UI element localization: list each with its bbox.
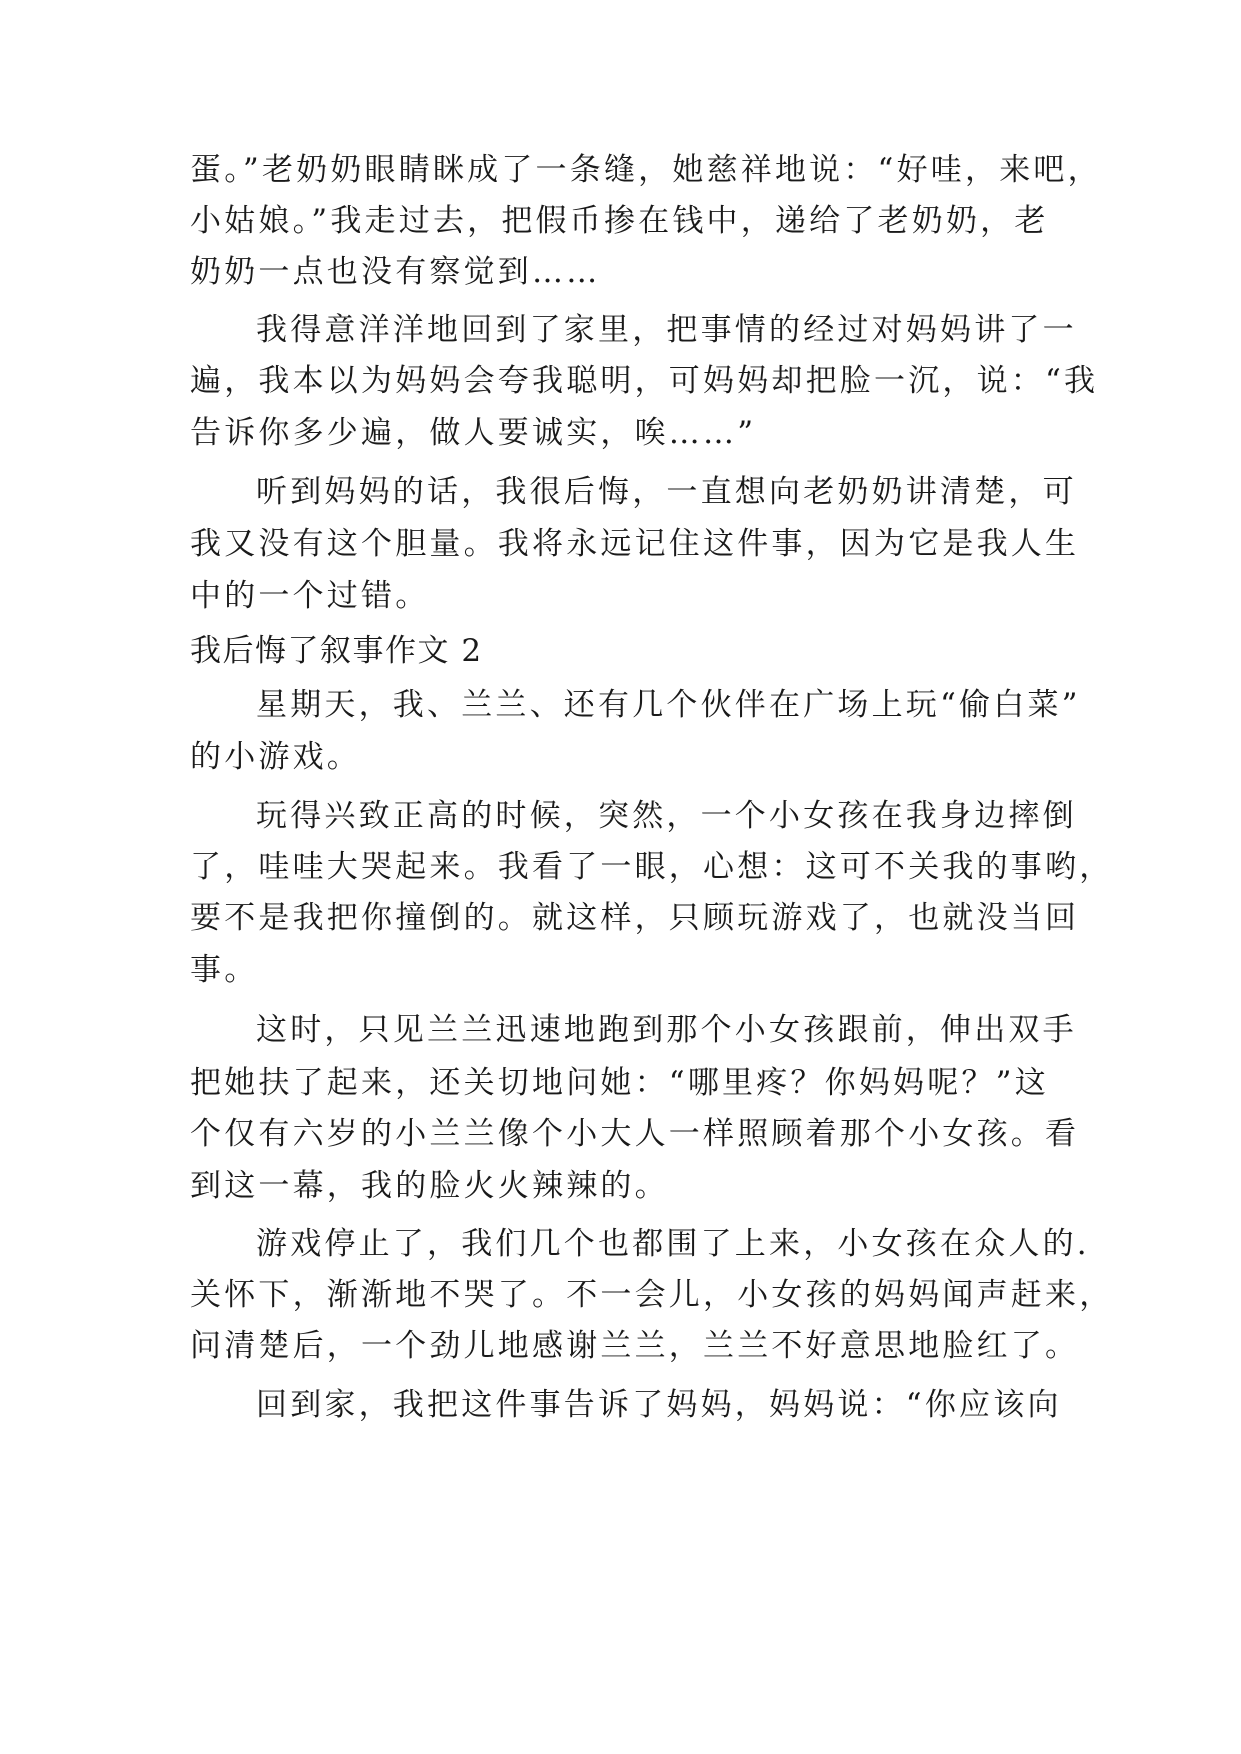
text-line: 我又没有这个胆量。我将永远记住这件事，因为它是我人生 [190,526,1080,562]
text-line: 要不是我把你撞倒的。就这样，只顾玩游戏了，也就没当回 [190,900,1080,936]
text-line: 遍，我本以为妈妈会夸我聪明，可妈妈却把脸一沉，说：“我 [190,363,1099,399]
paragraph-start-line: 我得意洋洋地回到了家里，把事情的经过对妈妈讲了一 [256,312,1077,348]
text-line: 关怀下，渐渐地不哭了。不一会儿，小女孩的妈妈闻声赶来， [190,1277,1114,1313]
text-line: 的小游戏。 [190,739,361,775]
text-line: 奶奶一点也没有察觉到…… [190,254,601,290]
paragraph-start-line: 玩得兴致正高的时候，突然，一个小女孩在我身边摔倒 [256,798,1077,834]
text-line: 事。 [190,952,259,988]
text-line: 到这一幕，我的脸火火辣辣的。 [190,1168,669,1204]
text-line: 问清楚后，一个劲儿地感谢兰兰，兰兰不好意思地脸红了。 [190,1328,1080,1364]
text-line: 告诉你多少遍，做人要诚实，唉……” [190,415,757,451]
paragraph-start-line: 这时，只见兰兰迅速地跑到那个小女孩跟前，伸出双手 [256,1012,1077,1048]
paragraph-start-line: 星期天，我、兰兰、还有几个伙伴在广场上玩“偷白菜” [256,687,1081,723]
text-line: 蛋。”老奶奶眼睛眯成了一条缝，她慈祥地说：“好哇，来吧， [190,152,1102,188]
text-line: 个仅有六岁的小兰兰像个小大人一样照顾着那个小女孩。看 [190,1116,1080,1152]
paragraph-start-line: 听到妈妈的话，我很后悔，一直想向老奶奶讲清楚，可 [256,474,1077,510]
text-line: 了，哇哇大哭起来。我看了一眼，心想：这可不关我的事哟， [190,849,1114,885]
paragraph-start-line: 回到家，我把这件事告诉了妈妈，妈妈说：“你应该向 [256,1387,1062,1423]
text-line: 中的一个过错。 [190,578,430,614]
text-line: 把她扶了起来，还关切地问她：“哪里疼？你妈妈呢？”这 [190,1065,1049,1101]
section-heading: 我后悔了叙事作文 2 [190,633,483,669]
paragraph-start-line: 游戏停止了，我们几个也都围了上来，小女孩在众人的. [256,1226,1090,1262]
text-line: 小姑娘。”我走过去，把假币掺在钱中，递给了老奶奶，老 [190,203,1049,239]
